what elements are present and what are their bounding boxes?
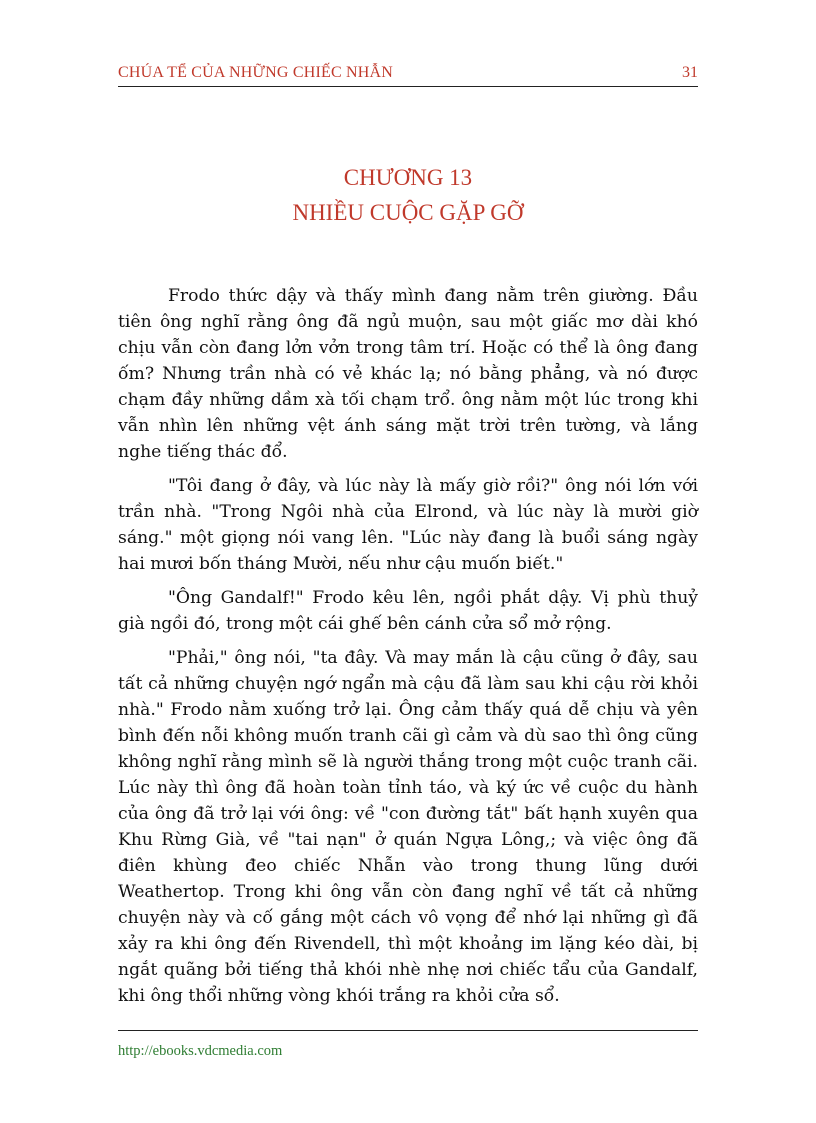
chapter-number: CHƯƠNG 13 [343,165,473,190]
footer-link[interactable]: http://ebooks.vdcmedia.com [118,1043,283,1059]
page-footer [118,1030,698,1060]
paragraph: "Phải," ông nói, "ta đây. Và may mắn là cậu cũng ở đây, sau tất cả những chuyện ngớ ngẩn mà cậu đã làm sau khi cậu rời khỏi nhà." Frodo nằm xuống trở lại. Ông cảm thấy quá dễ chịu và yên bình đến nỗi không muốn tranh cãi gì cảm và dù sao thì ông cũng không nghĩ rằng mình sẽ là người thắng trong một cuộc tranh cãi. Lúc này thì ông đã hoàn toàn tỉnh táo, và ký ức về cuộc du hành của ông đã trở lại với ông: về "con đường tắt" bất hạnh xuyên qua Khu Rừng Già, về "tai nạn" ở quán Ngựa Lông,; và việc ông đã điên khùng đeo chiếc Nhẫn vào trong thung lũng dưới Weathertop. Trong khi ông vẫn còn đang nghĩ về tất cả những chuyện này và cố gắng một cách vô vọng để nhớ lại những gì đã xảy ra khi ông đến Rivendell, thì một khoảng im lặng kéo dài, bị ngắt quãng bởi tiếng thả khói nhè nhẹ nơi chiếc tẩu của Gandalf, khi ông thổi những vòng khói trắng ra khỏi cửa sổ. [118,648,698,1006]
running-title: CHÚA TỂ CỦA NHỮNG CHIẾC NHẪN [118,64,394,81]
chapter-title: NHIỀU CUỘC GẶP GỠ [292,200,524,225]
paragraph: "Ông Gandalf!" Frodo kêu lên, ngồi phắt dậy. Vị phù thuỷ già ngồi đó, trong một cái ghế bên cánh cửa sổ mở rộng. [118,588,698,634]
chapter-body [118,283,698,1017]
chapter-heading [118,160,698,230]
page-header [118,60,698,87]
page-number: 31 [682,64,698,81]
paragraph: Frodo thức dậy và thấy mình đang nằm trên giường. Đầu tiên ông nghĩ rằng ông đã ngủ muộn, sau một giấc mơ dài khó chịu vẫn còn đang lởn vởn trong tâm trí. Hoặc có thể là ông đang ốm? Nhưng trần nhà có vẻ khác lạ; nó bằng phẳng, và nó được chạm đầy những dầm xà tối chạm trổ. ông nằm một lúc trong khi vẫn nhìn lên những vệt ánh sáng mặt trời trên tường, và lắng nghe tiếng thác đổ. [118,286,698,462]
paragraph: "Tôi đang ở đây, và lúc này là mấy giờ rồi?" ông nói lớn với trần nhà. "Trong Ngôi nhà của Elrond, và lúc này là mười giờ sáng." một giọng nói vang lên. "Lúc này đang là buổi sáng ngày hai mươi bốn tháng Mười, nếu như cậu muốn biết." [118,476,698,574]
